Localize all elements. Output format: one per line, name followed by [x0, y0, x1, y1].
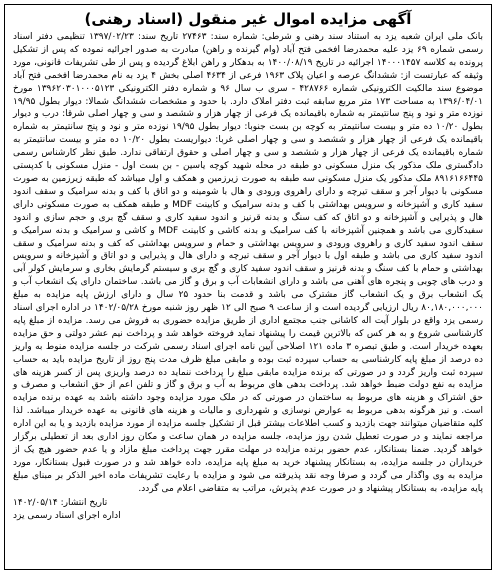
publication-date: تاریخ انتشار: ۱۴۰۲/۰۵/۱۴	[13, 497, 108, 508]
notice-footer	[13, 497, 483, 523]
auction-notice	[4, 4, 492, 570]
notice-title: آگهی مزایده اموال غیر منقول (اسناد رهنی)	[84, 10, 412, 28]
notice-body: بانک ملی ایران شعبه یزد به استناد سند رهنی و شرطی: شماره سند: ۲۷۴۶۳ تاریخ سند: ۱۳۹۷/۰۲/۲۳ تنظیمی دفتر اسناد رسمی شماره ۶۹ یزد علیه محمدرضا افخمی فتح آباد (وام گیرنده و راهن) مبادرت به صدور اجرائیه نموده که پس از تشکیل پرونده به کلاسه ۱۴۰۰۰۱۴۵۷ اجرائیه در تاریخ ۱۴۰۰/۰۸/۱۹ به بدهکار و راهن ابلاغ گردیده و پس از طی تشریفات قانونی، مورد وثیقه که عبارتست از: ششدانگ عرصه و اعیان پلاک ۱۹۶۳ فرعی از ۴۶۳۴ اصلی بخش ۴ یزد به نام محمدرضا افخمی فتح آباد موضوع سند مالکیت الکترونیکی شماره ۴۲۸۷۶۶ - سری ب سال ۹۶ و شماره دفتر الکترونیکی ۱۳۹۶۲۰۳۰۱۰۰۰۵۱۲۳ مورخ ۱۳۹۶/۰۴/۰۱ به مساحت ۱۷۳ متر مربع سابقه ثبت دفتر املاک دارد. با حدود و مشخصات ششدانگ شمالا: دیوار بطول ۱۹/۹۵ نوزده متر و نود و پنج سانتیمتر به شماره باقیمانده یک فرعی از چهار هزار و ششصد و سی و چهار اصلی شرقا: درب و دیوار بطول ۱۰/۲۰ ده متر و بیست سانتیمتر به کوچه بن بست جنوبا: دیوار بطول ۱۹/۹۵ نوزده متر و نود و پنج سانتیمتر به شماره باقیمانده یک فرعی از چهار هزار و ششصد و سی و چهار اصلی غربا: دیواریست بطول ۱۰/۲۰ ده متر و بیست سانتیمتر به شماره باقیمانده یک فرعی از چهار هزار و ششصد و سی و چهار اصلی و حقوق ارتفاقی ندارد. طبق نظر کارشناس رسمی دادگستری ملک مذکور یک منزل مسکونی دو طبقه در محله شهید کوچه یاسین - بن بست اول - منزل مسکونی با کدپستی ۸۹۱۶۱۶۶۴۴۵ ملک مذکور یک منزل مسکونی سه طبقه به صورت زیرزمین و همکف و اول میباشد که طبقه زیرزمین به صورت مسکونی با دیوار آجر و سقف تیرچه و دارای راهروی ورودی و هال با شومینه و دو اتاق با کف و بدنه سرامیک و سقف اندود سفید کاری و آشپزخانه و سرویس بهداشتی با کف و بدنه سرامیک و کابینت MDF و طبقه همکف به صورت مسکونی دارای هال و پذیرایی و آشپزخانه و دو اتاق که کف سنگ و بدنه قرنیز و اندود سفید کاری و سقف گچ بری و حجم سازی و اندود سفیدکاری می باشد و همچنین آشپزخانه با کف سرامیک و بدنه کاشی و کابینت MDF و کاشی و سرامیک و بدنه سرامیک و سقف اندود سفید کاری و راهروی ورودی و سرویس بهداشتی و حمام و سرویس بهداشتی که کف و بدنه سرامیک و سقف اندود سفید کاری می باشد و طبقه اول با دیوار آجر و سقف تیرچه و دارای هال و پذیرایی و دو اتاق و آشپزخانه و سرویس بهداشتی و حمام با کف سنگ و بدنه قرنیز و سقف اندود سفید کاری و گچ بری و سیستم گرمایش بخاری و سرمایش کولر آبی و درب های چوبی و پنجره های آهنی می باشد و دارای انشعابات آب و برق و گاز می باشد. ساختمان دارای یک انشعاب آب و یک انشعاب برق و یک انشعاب گاز مشترک می باشد و قدمت بنا حدود ۲۵ سال و دارای ارزش پایه مزایده به مبلغ ۸۰,۱۸۰,۰۰۰,۰۰۰ ریال ارزیابی گردیده است و از ساعت ۹ صبح الی ۱۲ ظهر روز شنبه مورخ ۱۴۰۲/۰۵/۲۸ در اداره اجرای اسناد رسمی یزد واقع در بلوار آیت اله کاشانی جنب مجتمع اداری از طریق مزایده حضوری به فروش می رسد. مزایده از مبلغ پایه کارشناسی شروع و به هر کس که بالاترین قیمت را پیشنهاد نماید فروخته خواهد شد و پرداخت نیم عشر دولتی و حق مزایده بعهده خریدار است. و طبق تبصره ۳ ماده ۱۲۱ اصلاحی آیین نامه اجرای اسناد رسمی شرکت در جلسه مزایده منوط به واریز ده درصد از مبلغ پایه کارشناسی به حساب سپرده ثبت بوده و مابقی مبلغ ظرف مدت پنج روز از تاریخ مزایده باید به حساب سپرده ثبت واریز گردد و در صورتی که برنده مزایده مابقی مبلغ را پرداخت ننماید ده درصد واریزی پس از کسر هزینه های مزایده به نفع دولت ضبط خواهد شد. پرداخت بدهی های مربوط به آب و برق و گاز و تلفن اعم از حق انشعاب و مصرف و حق اشتراک و هزینه های مربوط به ساختمان در صورتی که در ملک مورد مزایده وجود داشته باشد به عهده برنده مزایده است. و نیز هرگونه بدهی مربوط به عوارض نوسازی و شهرداری و مالیات و هزینه های قانونی به عهده خریدار میباشد. لذا کلیه متقاضیان میتوانند جهت بازدید و کسب اطلاعات بیشتر قبل از تشکیل جلسه مزایده از مورد مزایده بازدید و یا به این اداره مراجعه نمایند و در صورت تعطیل شدن روز مزایده، جلسه مزایده در همان ساعت و مکان روز اداری بعد از تعطیلی برگزار خواهد گردید. ضمنا بستانکار، عدم حضور برنده مزایده در مهلت مقرر جهت پرداخت مبلغ مازاد و یا عدم حضور هیچ یک از خریداران در جلسه مزایده، به بستانکار پیشنهاد خرید به مبلغ پایه مزایده، داده خواهد شد و در صورت قبول بستانکار، مورد مزایده به وی واگذار می گردد و صرفا وجه نقد پذیرفته می شود و مزایده با رعایت تشریفات ماده اخیر الذکر بر مبنای مبلغ پایه مزایده، به بستانکار پیشنهاد و در صورت عدم پذیرش، مراتب به متقاضی اعلام می گردد.	[13, 32, 484, 494]
issuing-office: اداره اجرای اسناد رسمی یزد	[13, 510, 121, 521]
